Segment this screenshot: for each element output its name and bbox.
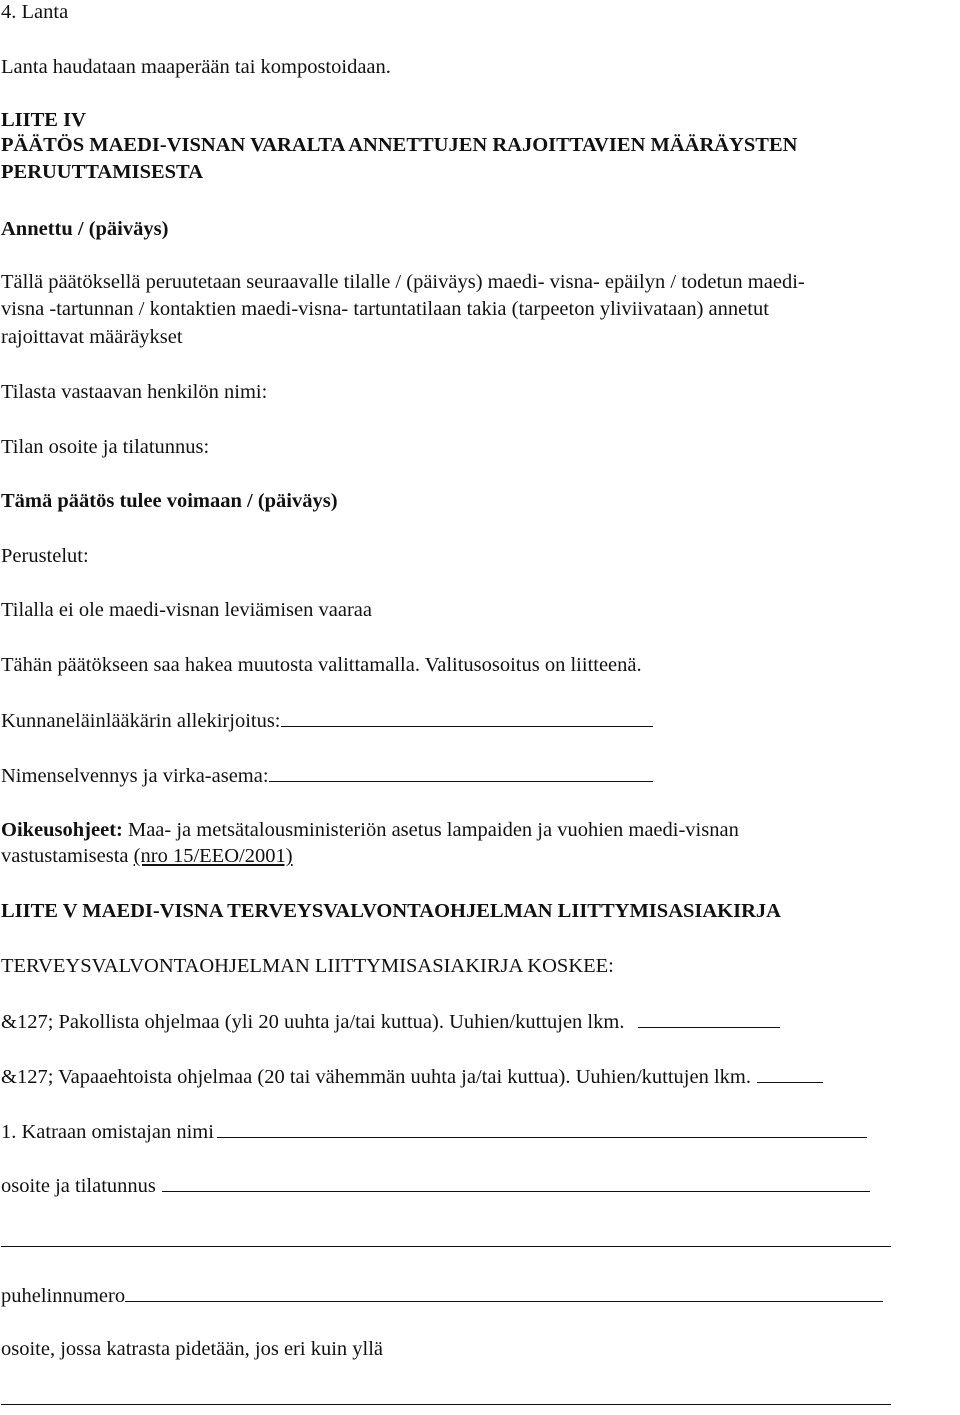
address-row (1, 1173, 870, 1198)
flock-address-row (1, 1386, 891, 1411)
decision-paragraph-line-1: Tällä päätöksellä peruutetaan seuraavalle tilalle / (päiväys) maedi- visna- epäilyn / todetun maedi- (1, 271, 805, 293)
responsible-person-label: Tilasta vastaavan henkilön nimi: (1, 381, 268, 403)
section-heading: 4. Lanta (1, 1, 69, 23)
given-date: Annettu / (päiväys) (1, 218, 169, 240)
flock-address-field[interactable] (1, 1386, 891, 1405)
mandatory-program-label: &127; Pakollista ohjelmaa (yli 20 uuhta ja/tai kuttua). Uuhien/kuttujen lkm. (1, 1011, 625, 1033)
owner-name-row (1, 1119, 867, 1144)
voluntary-program-label: &127; Vapaaehtoista ohjelmaa (20 tai vähemmän uuhta ja/tai kuttua). Uuhien/kuttujen lkm. (1, 1066, 751, 1088)
mandatory-program-row (1, 1009, 780, 1034)
phone-field[interactable] (125, 1283, 883, 1302)
address-continuation-field[interactable] (1, 1228, 891, 1247)
appendix-iv-subtitle-cont: PERUUTTAMISESTA (1, 161, 203, 183)
owner-name-field[interactable] (217, 1119, 867, 1138)
grounds-label: Perustelut: (1, 545, 89, 567)
decision-paragraph-line-2: visna -tartunnan / kontaktien maedi-visna- tartuntatilaan takia (tarpeeton yliviivataan) annetut (1, 298, 769, 320)
phone-row (1, 1283, 883, 1308)
voluntary-program-row (1, 1064, 823, 1089)
signature-label: Kunnaneläinlääkärin allekirjoitus: (1, 710, 281, 732)
appendix-v-title: LIITE V MAEDI-VISNA TERVEYSVALVONTAOHJELMAN LIITTYMISASIAKIRJA (1, 900, 781, 922)
phone-label: puhelinnumero (1, 1285, 126, 1307)
appeal-text: Tähän päätökseen saa hakea muutosta valittamalla. Valitusosoitus on liitteenä. (1, 654, 642, 676)
address-field[interactable] (162, 1173, 870, 1192)
appendix-iv-title: LIITE IV (1, 109, 86, 131)
legal-basis-text: Maa- ja metsätalousministeriön asetus lampaiden ja vuohien maedi-visnan (122, 819, 739, 841)
grounds-text: Tilalla ei ole maedi-visnan leviämisen vaaraa (1, 599, 372, 621)
name-title-label: Nimenselvennys ja virka-asema: (1, 765, 269, 787)
decision-paragraph-line-3: rajoittavat määräykset (1, 326, 183, 348)
legal-basis-line-1 (1, 818, 739, 842)
appendix-v-subtitle: TERVEYSVALVONTAOHJELMAN LIITTYMISASIAKIRJA KOSKEE: (1, 955, 614, 977)
legal-basis-label: Oikeusohjeet: (1, 819, 123, 841)
address-cont-row (1, 1228, 891, 1253)
owner-name-label: 1. Katraan omistajan nimi (1, 1121, 214, 1143)
effective-date: Tämä päätös tulee voimaan / (päiväys) (1, 490, 338, 512)
manure-text: Lanta haudataan maaperään tai kompostoidaan. (1, 56, 391, 78)
name-title-row (1, 763, 653, 788)
legal-reference: (nro 15/EEO/2001) (133, 845, 293, 867)
legal-basis-line-2 (1, 844, 293, 868)
address-label: osoite ja tilatunnus (1, 1175, 156, 1197)
flock-address-label: osoite, jossa katrasta pidetään, jos eri kuin yllä (1, 1338, 384, 1360)
legal-basis-text-cont: vastustamisesta (1, 845, 134, 867)
signature-row (1, 708, 653, 733)
name-title-field[interactable] (269, 763, 653, 782)
voluntary-count-field[interactable] (757, 1064, 823, 1083)
farm-address-label: Tilan osoite ja tilatunnus: (1, 436, 210, 458)
mandatory-count-field[interactable] (638, 1009, 780, 1028)
appendix-iv-subtitle: PÄÄTÖS MAEDI-VISNAN VARALTA ANNETTUJEN RAJOITTAVIEN MÄÄRÄYSTEN (1, 134, 798, 156)
signature-field[interactable] (281, 708, 653, 727)
